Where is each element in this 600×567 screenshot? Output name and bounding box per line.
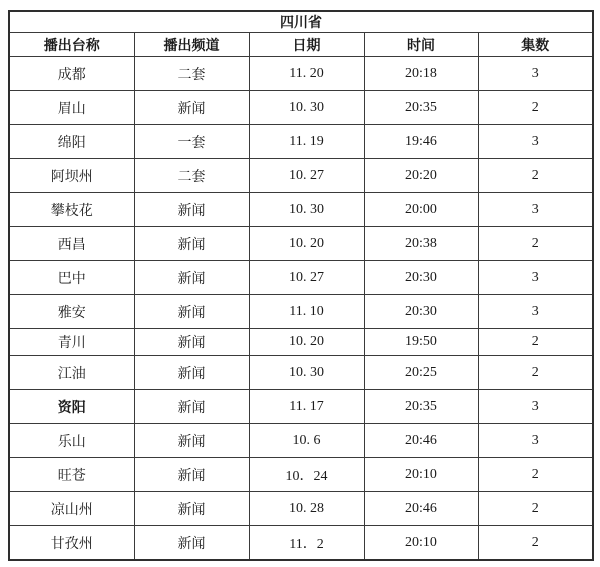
channel-cell: 新闻 xyxy=(134,227,249,261)
station-cell: 资阳 xyxy=(9,390,134,424)
table-row xyxy=(9,91,593,125)
date-cell: 10. 27 xyxy=(249,261,364,295)
table-body xyxy=(9,57,593,561)
episodes-cell: 2 xyxy=(478,91,593,125)
episodes-cell: 3 xyxy=(478,193,593,227)
time-cell: 20:10 xyxy=(364,526,478,561)
time-cell: 20:20 xyxy=(364,159,478,193)
time-cell: 20:46 xyxy=(364,424,478,458)
table-title-row xyxy=(9,11,593,33)
channel-cell: 新闻 xyxy=(134,329,249,356)
date-cell: 10. 30 xyxy=(249,91,364,125)
time-cell: 20:46 xyxy=(364,492,478,526)
time-cell: 20:25 xyxy=(364,356,478,390)
date-cell: 10. 30 xyxy=(249,356,364,390)
channel-cell: 新闻 xyxy=(134,261,249,295)
date-cell: 10. 20 xyxy=(249,329,364,356)
station-cell: 雅安 xyxy=(9,295,134,329)
episodes-cell: 2 xyxy=(478,329,593,356)
channel-cell: 新闻 xyxy=(134,91,249,125)
table-row xyxy=(9,458,593,492)
table-row xyxy=(9,295,593,329)
date-cell: 11. 17 xyxy=(249,390,364,424)
episodes-cell: 3 xyxy=(478,57,593,91)
broadcast-schedule-table xyxy=(8,10,594,561)
date-cell: 10. 20 xyxy=(249,227,364,261)
date-cell: 11．2 xyxy=(249,526,364,561)
station-cell: 眉山 xyxy=(9,91,134,125)
time-cell: 20:00 xyxy=(364,193,478,227)
table-row xyxy=(9,57,593,91)
episodes-cell: 2 xyxy=(478,492,593,526)
episodes-cell: 2 xyxy=(478,458,593,492)
table-row xyxy=(9,227,593,261)
time-cell: 20:18 xyxy=(364,57,478,91)
channel-cell: 新闻 xyxy=(134,526,249,561)
table-header-row xyxy=(9,33,593,57)
table-row xyxy=(9,261,593,295)
episodes-cell: 3 xyxy=(478,125,593,159)
time-cell: 20:38 xyxy=(364,227,478,261)
time-cell: 20:10 xyxy=(364,458,478,492)
table-row xyxy=(9,159,593,193)
channel-cell: 新闻 xyxy=(134,458,249,492)
header-time: 时间 xyxy=(364,33,478,57)
time-cell: 20:35 xyxy=(364,390,478,424)
station-cell: 成都 xyxy=(9,57,134,91)
station-cell: 西昌 xyxy=(9,227,134,261)
station-cell: 绵阳 xyxy=(9,125,134,159)
episodes-cell: 3 xyxy=(478,424,593,458)
table-row xyxy=(9,125,593,159)
date-cell: 11. 10 xyxy=(249,295,364,329)
date-cell: 10．24 xyxy=(249,458,364,492)
table-row xyxy=(9,526,593,561)
channel-cell: 新闻 xyxy=(134,193,249,227)
episodes-cell: 3 xyxy=(478,390,593,424)
time-cell: 19:46 xyxy=(364,125,478,159)
date-cell: 10. 28 xyxy=(249,492,364,526)
station-cell: 乐山 xyxy=(9,424,134,458)
channel-cell: 新闻 xyxy=(134,390,249,424)
episodes-cell: 3 xyxy=(478,261,593,295)
date-cell: 11. 20 xyxy=(249,57,364,91)
channel-cell: 一套 xyxy=(134,125,249,159)
channel-cell: 二套 xyxy=(134,57,249,91)
station-cell: 江油 xyxy=(9,356,134,390)
table-row xyxy=(9,329,593,356)
episodes-cell: 2 xyxy=(478,227,593,261)
table-row xyxy=(9,492,593,526)
channel-cell: 新闻 xyxy=(134,424,249,458)
station-cell: 阿坝州 xyxy=(9,159,134,193)
channel-cell: 新闻 xyxy=(134,492,249,526)
date-cell: 10. 30 xyxy=(249,193,364,227)
station-cell: 旺苍 xyxy=(9,458,134,492)
episodes-cell: 2 xyxy=(478,159,593,193)
episodes-cell: 2 xyxy=(478,356,593,390)
province-title: 四川省 xyxy=(9,11,593,33)
episodes-cell: 3 xyxy=(478,295,593,329)
station-cell: 攀枝花 xyxy=(9,193,134,227)
episodes-cell: 2 xyxy=(478,526,593,561)
channel-cell: 新闻 xyxy=(134,356,249,390)
time-cell: 20:30 xyxy=(364,261,478,295)
date-cell: 11. 19 xyxy=(249,125,364,159)
date-cell: 10. 27 xyxy=(249,159,364,193)
station-cell: 青川 xyxy=(9,329,134,356)
header-episodes: 集数 xyxy=(478,33,593,57)
header-station: 播出台称 xyxy=(9,33,134,57)
time-cell: 19:50 xyxy=(364,329,478,356)
time-cell: 20:30 xyxy=(364,295,478,329)
table-row xyxy=(9,390,593,424)
table-row xyxy=(9,193,593,227)
channel-cell: 二套 xyxy=(134,159,249,193)
channel-cell: 新闻 xyxy=(134,295,249,329)
header-channel: 播出频道 xyxy=(134,33,249,57)
station-cell: 凉山州 xyxy=(9,492,134,526)
time-cell: 20:35 xyxy=(364,91,478,125)
station-cell: 巴中 xyxy=(9,261,134,295)
station-cell: 甘孜州 xyxy=(9,526,134,561)
table-row xyxy=(9,424,593,458)
table-row xyxy=(9,356,593,390)
date-cell: 10. 6 xyxy=(249,424,364,458)
header-date: 日期 xyxy=(249,33,364,57)
